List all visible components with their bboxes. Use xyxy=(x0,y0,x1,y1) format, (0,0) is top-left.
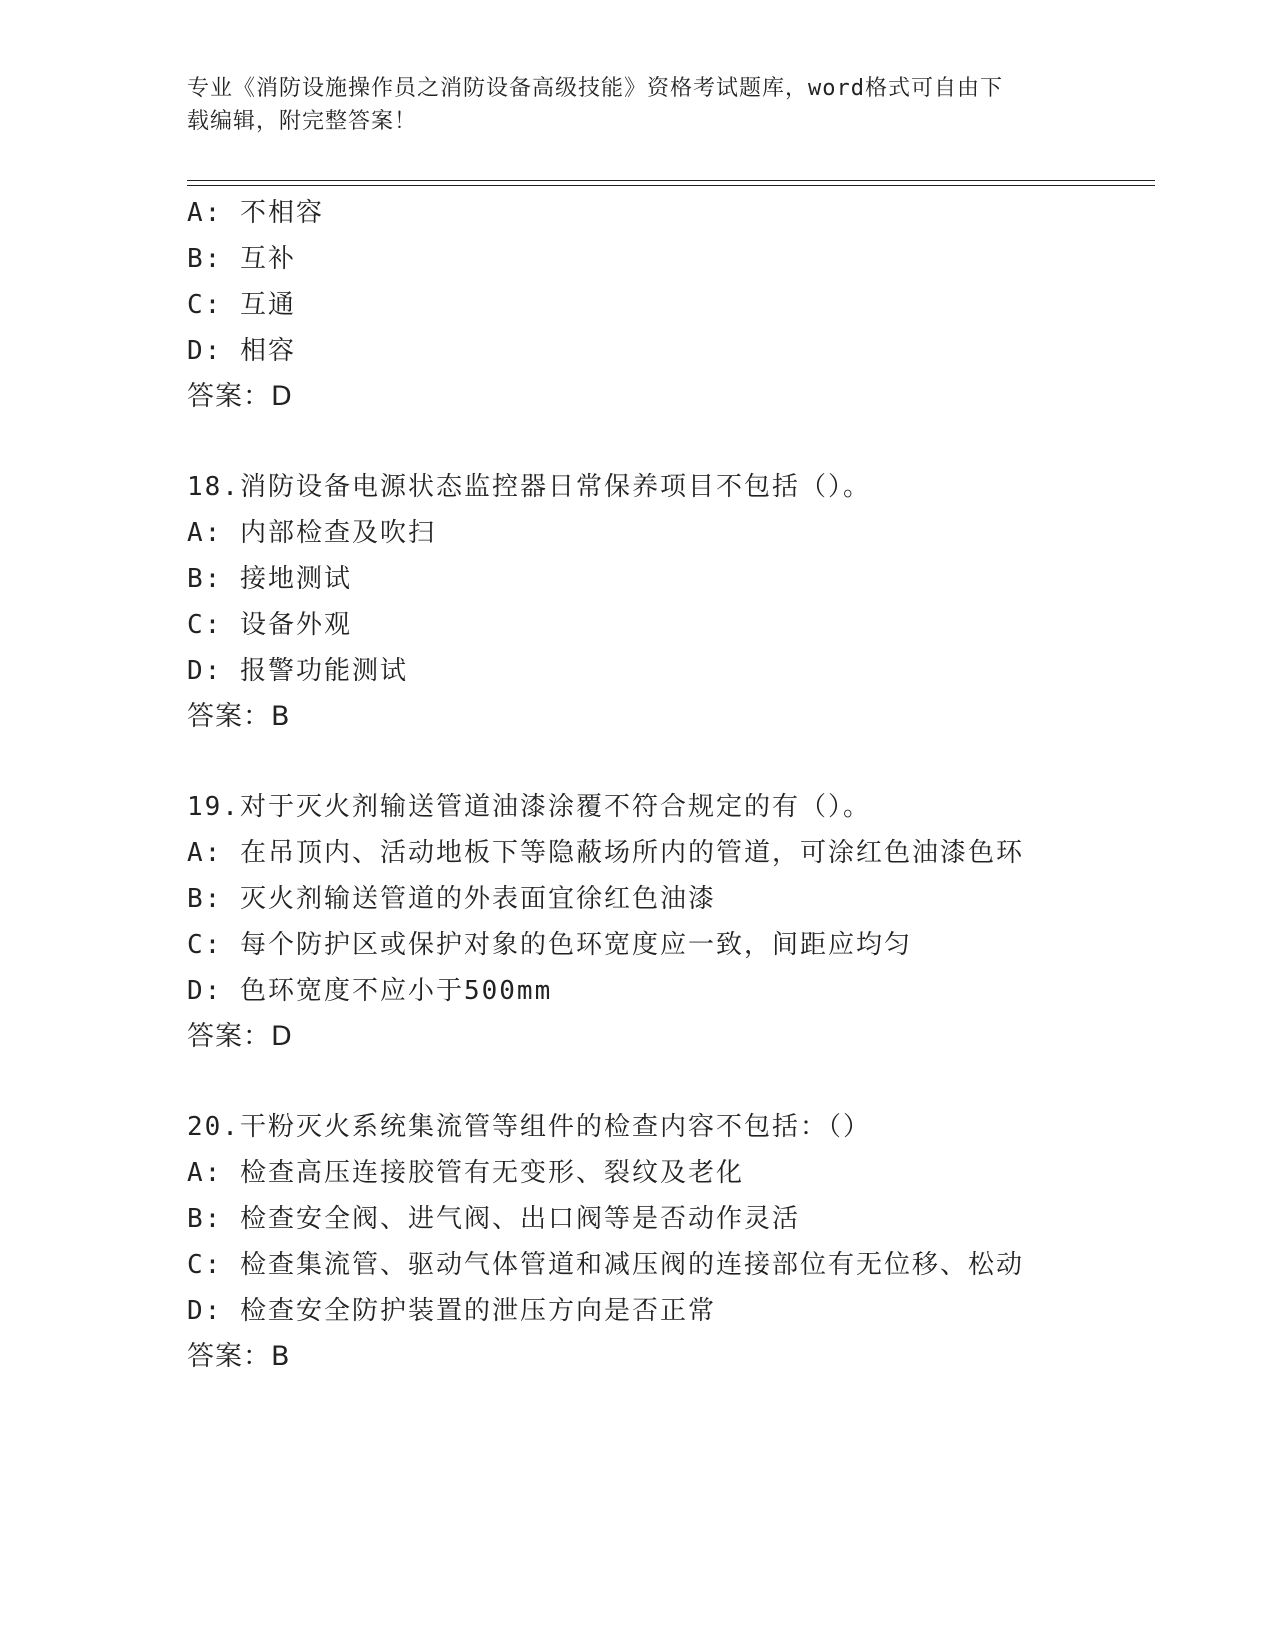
option-b: B: 互补 xyxy=(187,244,296,274)
answer: 答案：B xyxy=(187,701,291,732)
question-17 xyxy=(187,190,1087,420)
question-text: 19.对于灭火剂输送管道油漆涂覆不符合规定的有（）。 xyxy=(187,792,871,822)
question-list xyxy=(187,190,1087,1380)
option-c: C: 每个防护区或保护对象的色环宽度应一致，间距应均匀 xyxy=(187,930,912,960)
question-19 xyxy=(187,784,1087,1060)
option-d: D: 报警功能测试 xyxy=(187,656,408,686)
question-text: 18.消防设备电源状态监控器日常保养项目不包括（）。 xyxy=(187,472,871,502)
header-line-2: 载编辑，附完整答案！ xyxy=(187,109,418,134)
option-d: D: 色环宽度不应小于500mm xyxy=(187,976,553,1006)
option-d: D: 检查安全防护装置的泄压方向是否正常 xyxy=(187,1296,716,1326)
answer: 答案：D xyxy=(187,1021,293,1052)
header-line-1: 专业《消防设施操作员之消防设备高级技能》资格考试题库，word格式可自由下 xyxy=(187,76,1003,101)
spacer xyxy=(187,740,1087,784)
answer: 答案：B xyxy=(187,1341,291,1372)
question-18 xyxy=(187,464,1087,740)
option-b: B: 灭火剂输送管道的外表面宜徐红色油漆 xyxy=(187,884,716,914)
option-a: A: 不相容 xyxy=(187,198,324,228)
document-header xyxy=(187,72,1077,138)
spacer xyxy=(187,1060,1087,1104)
option-a: A: 在吊顶内、活动地板下等隐蔽场所内的管道，可涂红色油漆色环 xyxy=(187,838,1024,868)
option-b: B: 接地测试 xyxy=(187,564,352,594)
option-b: B: 检查安全阀、进气阀、出口阀等是否动作灵活 xyxy=(187,1204,800,1234)
option-c: C: 互通 xyxy=(187,290,296,320)
spacer xyxy=(187,420,1087,464)
question-20 xyxy=(187,1104,1087,1380)
option-a: A: 内部检查及吹扫 xyxy=(187,518,436,548)
option-c: C: 检查集流管、驱动气体管道和减压阀的连接部位有无位移、松动 xyxy=(187,1250,1024,1280)
option-c: C: 设备外观 xyxy=(187,610,352,640)
header-divider-top xyxy=(187,180,1155,181)
question-text: 20.干粉灭火系统集流管等组件的检查内容不包括：（） xyxy=(187,1112,871,1142)
option-d: D: 相容 xyxy=(187,336,296,366)
header-divider-bottom xyxy=(187,185,1155,186)
answer: 答案：D xyxy=(187,381,293,412)
option-a: A: 检查高压连接胶管有无变形、裂纹及老化 xyxy=(187,1158,744,1188)
